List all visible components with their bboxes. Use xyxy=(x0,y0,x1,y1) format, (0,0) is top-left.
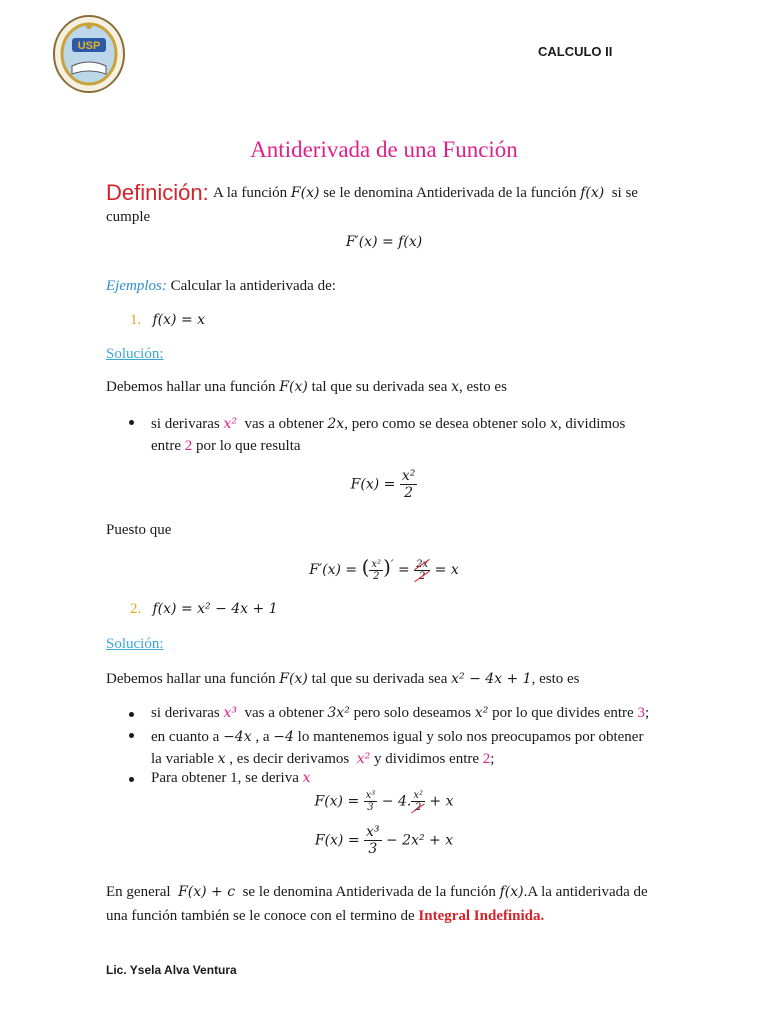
check-1-equation: F′(x) = ( $\frac{\text{x²}}{2}$ )′ = $\frac{2x}{2}$ = x xyxy=(309,555,459,582)
examples-intro: Ejemplos: Calcular la antiderivada de: xyxy=(106,278,336,294)
definition-label: Definición: xyxy=(106,180,209,205)
result-2-equation-1: F(x) = $\frac{\text{x³}}{3}$ − 4. $\frac{\text{x²}}{2}$ + x xyxy=(314,790,454,813)
solution-2-bullet-2: en cuanto a −4x , a −4 lo mantenemos igual y solo nos preocupamos por obtener la variable x , es decir derivamos x² y dividimos entre 2; xyxy=(151,729,644,767)
definition-text-cont: cumple xyxy=(106,209,151,225)
puesto-que-text: Puesto que xyxy=(106,522,172,538)
solution-2-step: Debemos hallar una función F(x) tal que su derivada sea x² − 4x + 1, esto es xyxy=(106,671,580,687)
definition-equation: F′(x) = f(x) xyxy=(345,234,423,250)
footer-author: Lic. Ysela Alva Ventura xyxy=(106,963,237,977)
solution-2-bullet-1: si derivaras x³ vas a obtener 3x² pero solo deseamos x² por lo que divides entre 3; xyxy=(151,705,650,721)
course-title: CALCULO II xyxy=(538,44,613,59)
result-2-equation-2: F(x) = $\frac{\text{x³}}{3}$ − 2x² + x xyxy=(314,824,454,857)
bullet-icon xyxy=(129,733,134,738)
university-logo xyxy=(52,14,126,94)
integral-indefinida-highlight: Integral Indefinida. xyxy=(418,908,545,924)
solution-1-label: Solución: xyxy=(106,346,164,362)
solution-2-label: Solución: xyxy=(106,636,164,652)
bullet-icon xyxy=(129,777,134,782)
example-1: 1. f(x) = x xyxy=(130,312,206,328)
svg-text:USP: USP xyxy=(77,40,101,52)
result-1-equation: F(x) = $\frac{\text{x²}}{2}$ xyxy=(350,468,416,501)
page-title: Antiderivada de una Función xyxy=(250,137,518,162)
bullet-icon xyxy=(129,420,134,425)
example-2: 2. f(x) = x² − 4x + 1 xyxy=(130,601,278,617)
solution-2-bullet-3: Para obtener 1, se deriva x xyxy=(151,770,311,786)
bullet-icon xyxy=(129,712,134,717)
solution-1-step: Debemos hallar una función F(x) tal que su derivada sea x, esto es xyxy=(106,379,507,395)
general-paragraph: En general F(x) + c se le denomina Antiderivada de la función f(x).A la antiderivada de una función también se le conoce con el termino de Integral Indefinida. xyxy=(106,884,648,924)
solution-1-bullet: si derivaras x² vas a obtener 2x, pero como se desea obtener solo x, dividimos entre 2 por lo que resulta xyxy=(151,416,626,454)
definition-text: A la función F(x) se le denomina Antiderivada de la función f(x) si se xyxy=(213,185,638,201)
